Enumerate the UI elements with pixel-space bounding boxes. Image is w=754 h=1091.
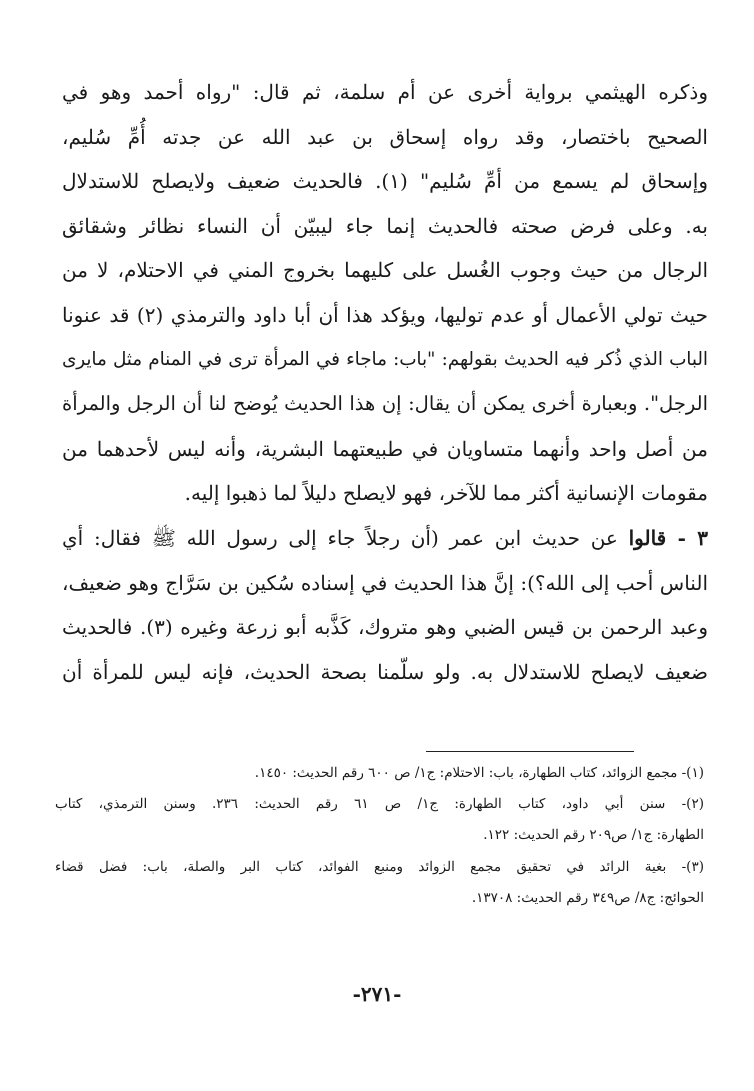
text-line: الباب الذي ذُكر فيه الحديث بقولهم: "باب: ماجاء في المرأة ترى في المنام مثل مايرى bbox=[62, 348, 708, 370]
text-line: الرجال من حيث وجوب الغُسل على كليهما بخروج المني في الاحتلام، لا من bbox=[62, 258, 708, 283]
text-line: الرجل". وبعبارة أخرى يمكن أن يقال: إن هذا الحديث يُوضح لنا أن الرجل والمرأة bbox=[62, 392, 708, 416]
text-line: وإسحاق لم يسمع من أمِّ سُليم" (١). فالحديث ضعيف ولايصلح للاستدلال bbox=[62, 169, 708, 194]
footnote-divider bbox=[426, 751, 634, 752]
item-3-first-line bbox=[62, 516, 708, 561]
text-line: الناس أحب إلى الله؟): إنَّ هذا الحديث في إسناده سُكين بن سَرَّاج وهو ضعيف، bbox=[62, 570, 708, 595]
text-line: حيث تولي الأعمال أو عدم توليها، ويؤكد هذا أن أبا داود والترمذي (٢) قد عنونا bbox=[62, 302, 708, 327]
text-line: وذكره الهيثمي برواية أخرى عن أم سلمة، ثم قال: "رواه أحمد وهو في bbox=[62, 80, 708, 104]
footnote-2-continued: الطهارة: ج١/ ص٢٠٩ رقم الحديث: ١٢٢. bbox=[483, 827, 704, 844]
text-line: مقومات الإنسانية أكثر مما للآخر، فهو لايصلح دليلاً لما ذهبوا إليه. bbox=[184, 481, 708, 506]
item-3-text: عن حديث ابن عمر (أن رجلاً جاء إلى رسول الله ﷺ فقال: أي bbox=[62, 525, 629, 550]
footnote-2: (٢)- سنن أبي داود، كتاب الطهارة: ج١/ ص ٦١ رقم الحديث: ٢٣٦. وسنن الترمذي، كتاب bbox=[55, 796, 705, 813]
text-line: من أصل واحد وأنهما متساويان في طبيعتهما البشرية، وأنه ليس لأحدهما من bbox=[62, 436, 708, 461]
footnote-1: (١)- مجمع الزوائد، كتاب الطهارة، باب: الاحتلام: ج١/ ص ٦٠٠ رقم الحديث: ١٤٥٠. bbox=[254, 765, 704, 781]
item-3-marker: ٣ - قالوا bbox=[628, 525, 708, 550]
text-line: وعبد الرحمن بن قيس الضبي وهو متروك، كَذَّبه أبو زرعة وغيره (٣). فالحديث bbox=[62, 615, 708, 640]
footnote-3-continued: الحوائج: ج٨/ ص٣٤٩ رقم الحديث: ١٣٧٠٨. bbox=[471, 889, 704, 906]
text-line: ضعيف لايصلح للاستدلال به. ولو سلّمنا بصحة الحديث، فإنه ليس للمرأة أن bbox=[62, 659, 708, 684]
text-line: به. وعلى فرض صحته فالحديث إنما جاء ليبيّن أن النساء نظائر وشقائق bbox=[62, 213, 708, 238]
main-text bbox=[62, 70, 708, 694]
text-line: الصحيح باختصار، وقد رواه إسحاق بن عبد الله عن جدته أُمِّ سُليم، bbox=[62, 124, 708, 149]
footnote-3: (٣)- بغية الرائد في تحقيق مجمع الزوائد ومنبع الفوائد، كتاب البر والصلة، باب: فضل قضاء bbox=[55, 858, 704, 875]
footnotes bbox=[55, 758, 704, 914]
page-number: -٢٧١- bbox=[352, 982, 402, 1006]
